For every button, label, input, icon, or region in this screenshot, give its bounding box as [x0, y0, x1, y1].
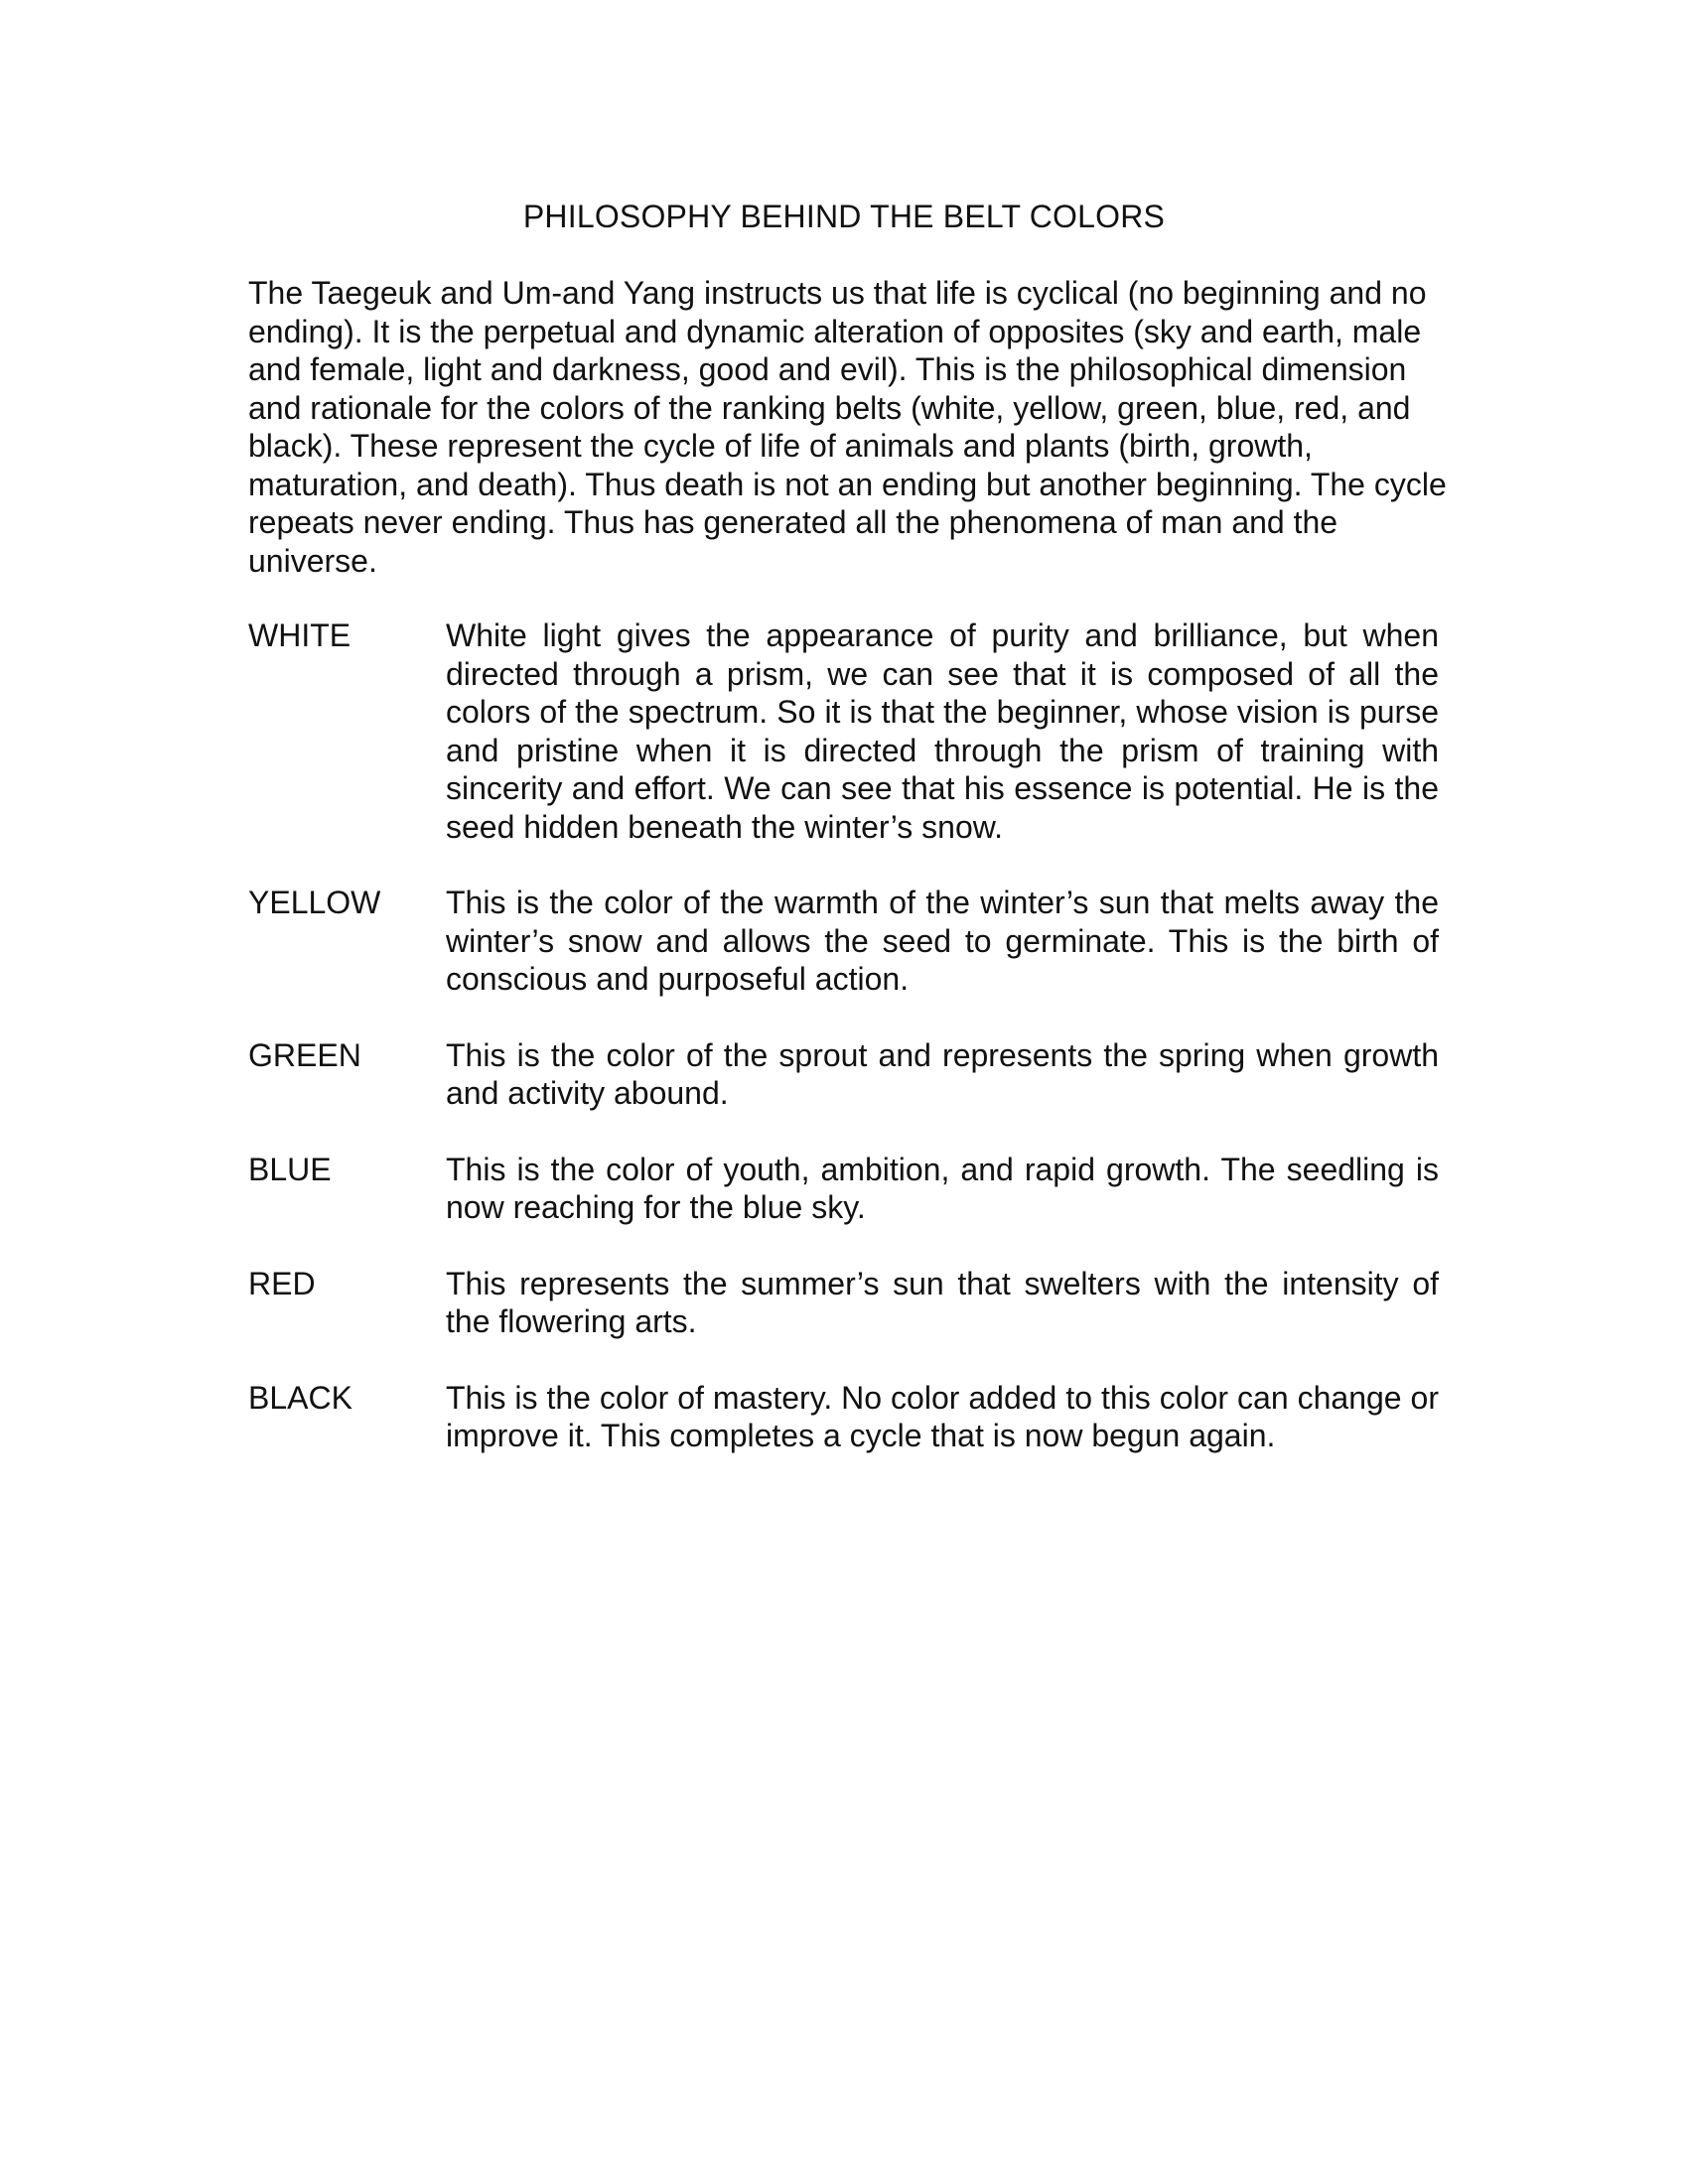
belt-color-list: [248, 616, 1440, 1493]
belt-description-green: This is the color of the sprout and represents the spring when growth and activity abound.: [446, 1036, 1439, 1111]
belt-description-black: This is the color of mastery. No color added to this color can change or improve it. This completes a cycle that is now begun again.: [446, 1379, 1439, 1453]
belt-label-black: BLACK: [248, 1379, 352, 1416]
belt-entry-red: [248, 1265, 1440, 1341]
belt-entry-green: [248, 1036, 1440, 1113]
belt-label-yellow: YELLOW: [248, 885, 381, 920]
belt-description-red: This represents the summer’s sun that swelters with the intensity of the flowering arts.: [446, 1265, 1439, 1339]
belt-entry-black: [248, 1379, 1440, 1455]
belt-label-white: WHITE: [248, 617, 352, 653]
belt-entry-white: [248, 616, 1440, 846]
belt-description-white: White light gives the appearance of purity and brilliance, but when directed through a prism, we can see that it is composed of all the colors of the spectrum. So it is that the beginner, whose vision is purse and pristine when it is directed through the prism of training with sincerity and effort. We can see that his essence is potential. He is the seed hidden beneath the winter’s snow.: [446, 617, 1439, 845]
intro-paragraph: The Taegeuk and Um-and Yang instructs us that life is cyclical (no beginning and no ending). It is the perpetual and dynamic alteration of opposites (sky and earth, male and female, light and darkness, good and evil). This is the philosophical dimension and rationale for the colors of the ranking belts (white, yellow, green, blue, red, and black). These represent the cycle of life of animals and plants (birth, growth, maturation, and death). Thus death is not an ending but another beginning. The cycle repeats never ending. Thus has generated all the phenomena of man and the universe.: [248, 275, 1447, 579]
belt-label-green: GREEN: [248, 1036, 361, 1073]
belt-entry-yellow: [248, 884, 1440, 999]
page-title: PHILOSOPHY BEHIND THE BELT COLORS: [522, 199, 1166, 234]
belt-description-yellow: This is the color of the warmth of the winter’s sun that melts away the winter’s snow and allows the seed to germinate. This is the birth of conscious and purposeful action.: [446, 885, 1439, 997]
belt-entry-blue: [248, 1151, 1440, 1227]
belt-label-blue: BLUE: [248, 1151, 332, 1187]
belt-label-red: RED: [248, 1265, 316, 1301]
belt-description-blue: This is the color of youth, ambition, and rapid growth. The seedling is now reaching for the blue sky.: [446, 1151, 1439, 1225]
